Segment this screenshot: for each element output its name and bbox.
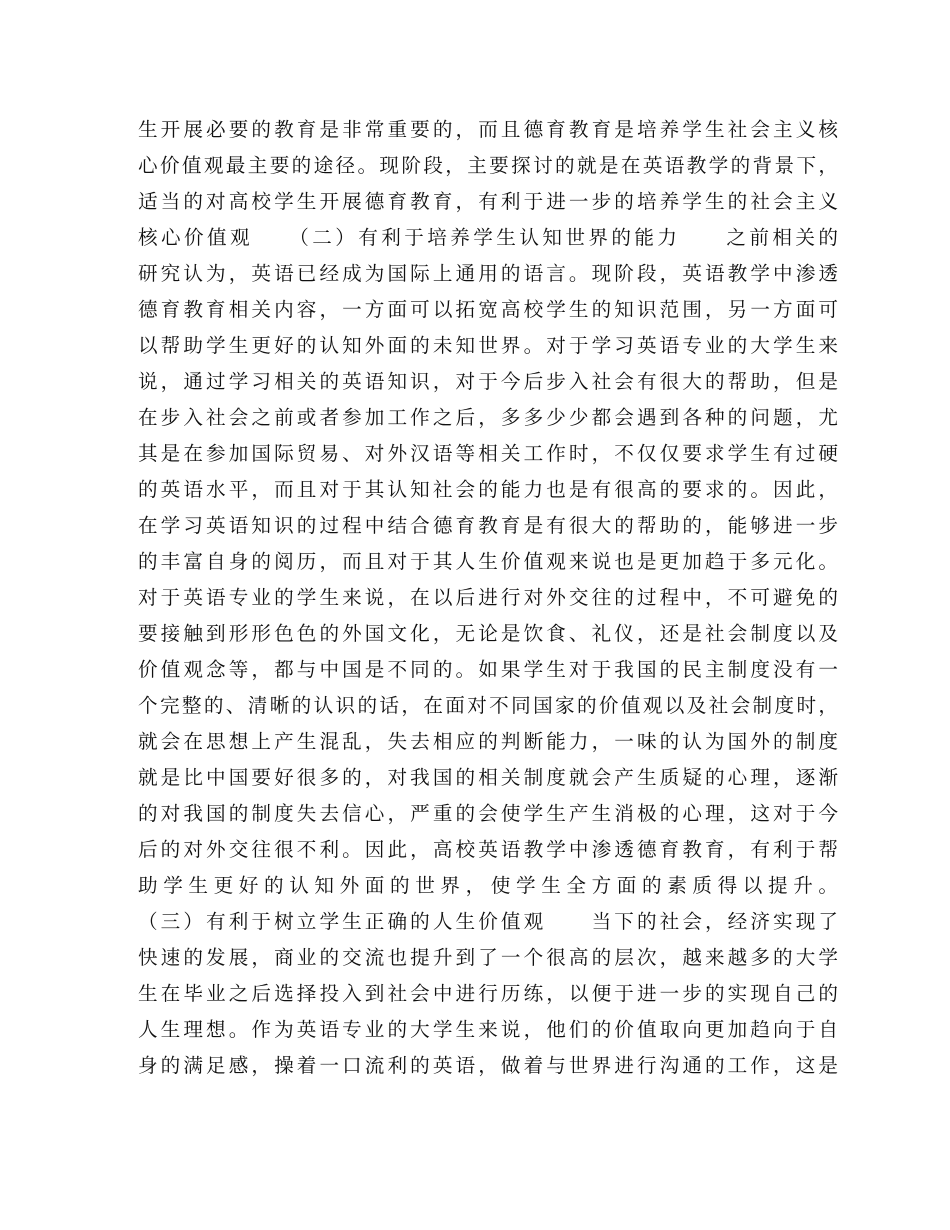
- text-line: 就会在思想上产生混乱，失去相应的判断能力，一味的认为国外的制度: [138, 730, 838, 753]
- text-line: （三）有利于树立学生正确的人生价值观 当下的社会，经济实现了: [138, 910, 838, 933]
- text-line: 生在毕业之后选择投入到社会中进行历练，以便于进一步的实现自己的: [138, 982, 838, 1005]
- text-line: 价值观念等，都与中国是不同的。如果学生对于我国的民主制度没有一: [138, 658, 838, 681]
- text-line: 的英语水平，而且对于其认知社会的能力也是有很高的要求的。因此，: [138, 478, 838, 501]
- text-line: 身的满足感，操着一口流利的英语，做着与世界进行沟通的工作，这是: [138, 1054, 838, 1077]
- text-line: 人生理想。作为英语专业的大学生来说，他们的价值取向更加趋向于自: [138, 1018, 838, 1041]
- text-line: 说，通过学习相关的英语知识，对于今后步入社会有很大的帮助，但是: [138, 370, 838, 393]
- text-line: 德育教育相关内容，一方面可以拓宽高校学生的知识范围，另一方面可: [138, 298, 838, 321]
- text-line: 助学生更好的认知外面的世界，使学生全方面的素质得以提升。: [138, 874, 838, 897]
- text-line: 其是在参加国际贸易、对外汉语等相关工作时，不仅仅要求学生有过硬: [138, 442, 838, 465]
- text-line: 核心价值观 （二）有利于培养学生认知世界的能力 之前相关的: [138, 226, 838, 249]
- text-line: 生开展必要的教育是非常重要的，而且德育教育是培养学生社会主义核: [138, 118, 838, 141]
- text-line: 心价值观最主要的途径。现阶段，主要探讨的就是在英语教学的背景下，: [138, 154, 838, 177]
- text-line: 在步入社会之前或者参加工作之后，多多少少都会遇到各种的问题，尤: [138, 406, 838, 429]
- body-text: [138, 112, 838, 1084]
- text-line: 要接触到形形色色的外国文化，无论是饮食、礼仪，还是社会制度以及: [138, 622, 838, 645]
- text-line: 快速的发展，商业的交流也提升到了一个很高的层次，越来越多的大学: [138, 946, 838, 969]
- text-line: 以帮助学生更好的认知外面的未知世界。对于学习英语专业的大学生来: [138, 334, 838, 357]
- text-line: 的丰富自身的阅历，而且对于其人生价值观来说也是更加趋于多元化。: [138, 550, 838, 573]
- text-line: 研究认为，英语已经成为国际上通用的语言。现阶段，英语教学中渗透: [138, 262, 838, 285]
- text-line: 就是比中国要好很多的，对我国的相关制度就会产生质疑的心理，逐渐: [138, 766, 838, 789]
- text-line: 的对我国的制度失去信心，严重的会使学生产生消极的心理，这对于今: [138, 802, 838, 825]
- text-line: 适当的对高校学生开展德育教育，有利于进一步的培养学生的社会主义: [138, 190, 838, 213]
- text-line: 对于英语专业的学生来说，在以后进行对外交往的过程中，不可避免的: [138, 586, 838, 609]
- text-line: 后的对外交往很不利。因此，高校英语教学中渗透德育教育，有利于帮: [138, 838, 838, 861]
- text-line: 个完整的、清晰的认识的话，在面对不同国家的价值观以及社会制度时，: [138, 694, 838, 717]
- text-line: 在学习英语知识的过程中结合德育教育是有很大的帮助的，能够进一步: [138, 514, 838, 537]
